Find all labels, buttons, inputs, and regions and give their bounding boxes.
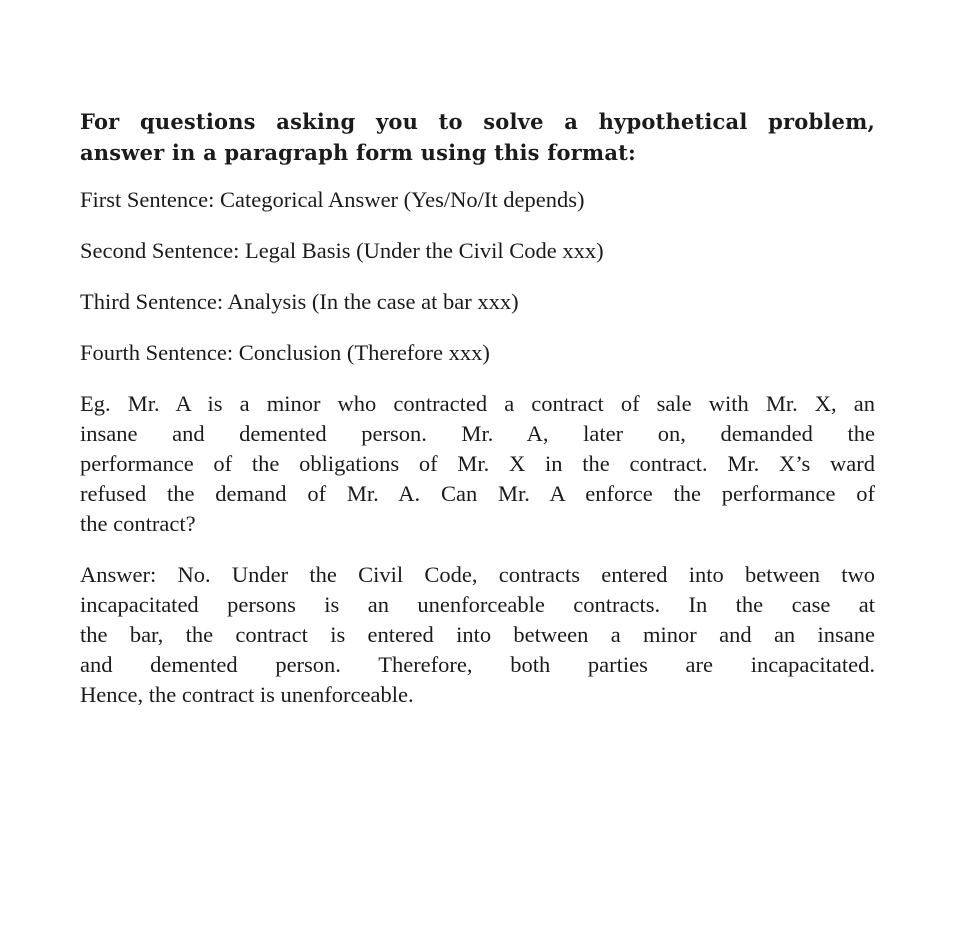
answer-line: the bar, the contract is entered into between a minor and an insane — [80, 622, 875, 647]
example-line: performance of the obligations of Mr. X in the contract. Mr. X’s ward — [80, 451, 875, 476]
format-first-sentence: First Sentence: Categorical Answer (Yes/No/It depends) — [80, 187, 585, 212]
format-second-sentence: Second Sentence: Legal Basis (Under the Civil Code xxx) — [80, 238, 604, 263]
example-line: refused the demand of Mr. A. Can Mr. A enforce the performance of — [80, 481, 875, 506]
document-body — [80, 106, 875, 731]
example-line: Eg. Mr. A is a minor who contracted a contract of sale with Mr. X, an — [80, 391, 875, 416]
answer-line: and demented person. Therefore, both parties are incapacitated. — [80, 652, 875, 677]
heading-line-2: answer in a paragraph form using this format: — [80, 140, 636, 165]
example-question-paragraph — [80, 389, 875, 539]
answer-line: Hence, the contract is unenforceable. — [80, 682, 414, 707]
format-fourth-sentence: Fourth Sentence: Conclusion (Therefore xxx) — [80, 340, 490, 365]
example-line: insane and demented person. Mr. A, later on, demanded the — [80, 421, 875, 446]
heading-line-1: For questions asking you to solve a hypothetical problem, — [80, 109, 875, 134]
format-third-sentence: Third Sentence: Analysis (In the case at bar xxx) — [80, 289, 519, 314]
answer-paragraph — [80, 560, 875, 710]
example-line: the contract? — [80, 511, 196, 536]
answer-line: incapacitated persons is an unenforceable contracts. In the case at — [80, 592, 875, 617]
answer-line: Answer: No. Under the Civil Code, contracts entered into between two — [80, 562, 875, 587]
instruction-heading — [80, 106, 875, 168]
